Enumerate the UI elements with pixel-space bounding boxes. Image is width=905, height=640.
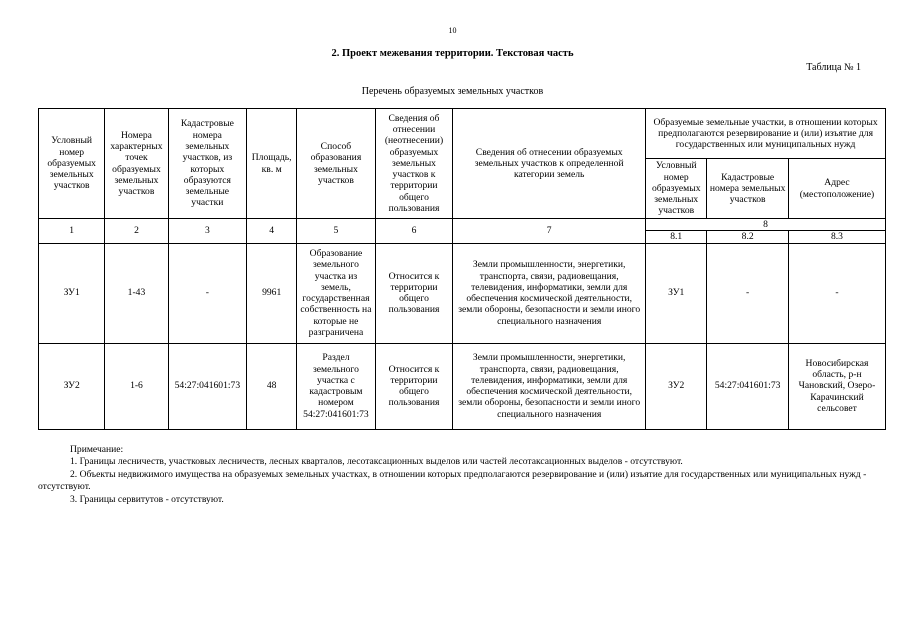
plot-number: ЗУ2 xyxy=(39,343,105,429)
header-col-8-3: Адрес (местоположение) xyxy=(788,159,885,219)
land-category: Земли промышленности, энергетики, транспорта, связи, радиовещания, телевидения, информатики, земли для обеспечения космической деятельности, земли обороны, безопасности и земли иного специального назначения xyxy=(453,343,646,429)
notes-title: Примечание: xyxy=(70,444,124,455)
col-number-3: 3 xyxy=(168,219,247,244)
header-col-4: Площадь, кв. м xyxy=(247,109,297,219)
page-number: 10 xyxy=(448,26,457,35)
col-number-8-2: 8.2 xyxy=(707,231,789,243)
col-number-6: 6 xyxy=(375,219,453,244)
note-item: 2. Объекты недвижимого имущества на образуемых земельных участках, в отношении которых предполагаются резервирование и (или) изъятие для государственных или муниципальных нужд - отсутствуют. xyxy=(38,468,867,493)
source-cadastral-number: 54:27:041601:73 xyxy=(168,343,247,429)
table-caption: Перечень образуемых земельных участков xyxy=(361,86,544,97)
header-col-3: Кадастровые номера земельных участков, из которых образуются земельные участки xyxy=(168,109,247,219)
col-number-7: 7 xyxy=(453,219,646,244)
header-col-2: Номера характерных точек образуемых земельных участков xyxy=(105,109,168,219)
header-col-8: Образуемые земельные участки, в отношении которых предполагаются резервирование и (или) изъятие для государственных или муниципальных нужд xyxy=(646,109,886,159)
col-number-8-3: 8.3 xyxy=(788,231,885,243)
section-title: 2. Проект межевания территории. Текстовая часть xyxy=(331,48,574,59)
plot-area: 9961 xyxy=(247,243,297,343)
header-row xyxy=(39,109,886,159)
formation-method: Раздел земельного участка с кадастровым номером 54:27:041601:73 xyxy=(297,343,376,429)
col-number-4: 4 xyxy=(247,219,297,244)
table-row xyxy=(39,243,886,343)
note-item: 1. Границы лесничеств, участковых лесничеств, лесных кварталов, лесотаксационных выделов или частей лесотаксационных выделов - отсутствуют. xyxy=(70,456,683,468)
col-number-2: 2 xyxy=(105,219,168,244)
characteristic-points: 1-6 xyxy=(105,343,168,429)
col-number-5: 5 xyxy=(297,219,376,244)
header-col-7: Сведения об отнесении образуемых земельных участков к определенной категории земель xyxy=(453,109,646,219)
formation-method: Образование земельного участка из земель, государственная собственность на которые не разграничена xyxy=(297,243,376,343)
col-number-8-1: 8.1 xyxy=(646,231,707,243)
numbering-row xyxy=(39,219,886,231)
note-item: 3. Границы сервитутов - отсутствуют. xyxy=(70,493,224,505)
land-category: Земли промышленности, энергетики, транспорта, связи, радиовещания, телевидения, информатики, земли для обеспечения космической деятельности, земли обороны, безопасности и земли иного специального назначения xyxy=(453,243,646,343)
land-plots-table xyxy=(38,108,886,430)
header-col-8-1: Условный номер образуемых земельных участков xyxy=(646,159,707,219)
public-use-status: Относится к территории общего пользования xyxy=(375,343,453,429)
header-col-8-2: Кадастровые номера земельных участков xyxy=(707,159,789,219)
table-row xyxy=(39,343,886,429)
plot-number: ЗУ1 xyxy=(39,243,105,343)
header-col-5: Способ образования земельных участков xyxy=(297,109,376,219)
header-col-6: Сведения об отнесении (неотнесении) образуемых земельных участков к территории общего пользования xyxy=(375,109,453,219)
public-use-status: Относится к территории общего пользования xyxy=(375,243,453,343)
reserved-cadastral-number: 54:27:041601:73 xyxy=(707,343,789,429)
reserved-address: - xyxy=(788,243,885,343)
col-number-1: 1 xyxy=(39,219,105,244)
col-number-8: 8 xyxy=(646,219,886,231)
reserved-plot-number: ЗУ1 xyxy=(646,243,707,343)
table-label: Таблица № 1 xyxy=(806,62,861,73)
source-cadastral-number: - xyxy=(168,243,247,343)
notes-section xyxy=(38,444,872,506)
header-col-1: Условный номер образуемых земельных участков xyxy=(39,109,105,219)
reserved-cadastral-number: - xyxy=(707,243,789,343)
plot-area: 48 xyxy=(247,343,297,429)
reserved-address: Новосибирская область, р-н Чановский, Озеро-Карачинский сельсовет xyxy=(788,343,885,429)
characteristic-points: 1-43 xyxy=(105,243,168,343)
reserved-plot-number: ЗУ2 xyxy=(646,343,707,429)
